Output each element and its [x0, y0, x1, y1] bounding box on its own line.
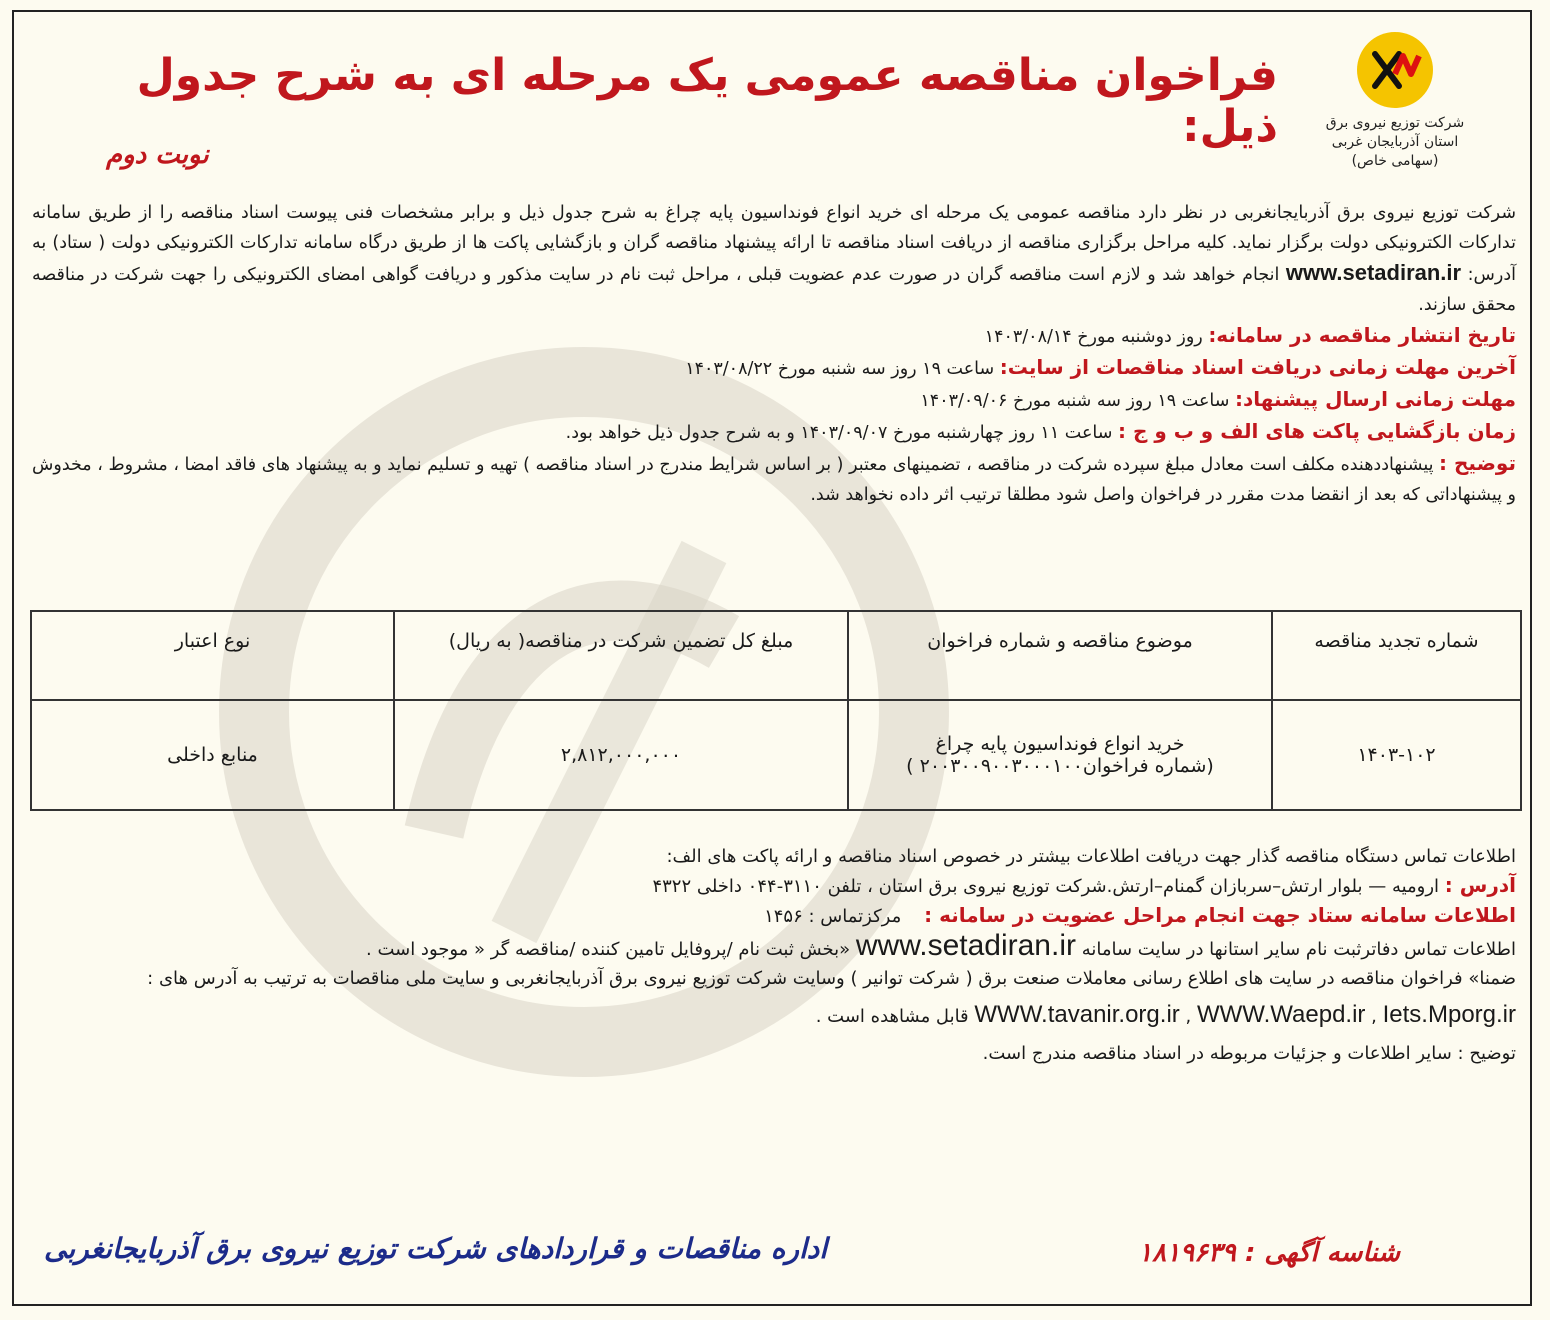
- intro-part-1: شرکت توزیع نیروی برق آذربایجانغربی در نظر دارد مناقصه عمومی یک مرحله ای خرید انواع فونداسیون پایه چراغ به شرح جدول ذیل و برابر مشخصات فنی پیوست اسناد مناقصه را از طریق سامانه تدارکات الکترونیکی دولت برگزار نماید. کلیه مراحل برگزاری مناقصه از دریافت اسناد مناقصه تا ارائه پیشنهاد مناقصه گران و بازگشایی پاکت ها از طریق درگاه سامانه تدارکات الکترونیکی دولت ( ستاد) به آدرس:: [32, 203, 1516, 285]
- docs-deadline-line: [32, 352, 1516, 384]
- notice-body: [32, 198, 1516, 510]
- company-logo-icon: [1355, 30, 1435, 110]
- url-mporg[interactable]: Iets.Mporg.ir: [1382, 1001, 1516, 1028]
- cell-amount: ۲,۸۱۲,۰۰۰,۰۰۰: [394, 700, 848, 810]
- setad-call-center: مرکزتماس : ۱۴۵۶: [764, 906, 902, 927]
- docs-deadline-value: ساعت ۱۹ روز سه شنبه مورخ ۱۴۰۳/۰۸/۲۲: [685, 359, 995, 379]
- company-line-1: شرکت توزیع نیروی برق: [1325, 115, 1465, 131]
- note-label: توضیح :: [1439, 451, 1516, 475]
- offices-url[interactable]: www.setadiran.ir: [855, 929, 1076, 962]
- url-separator-2: ,: [1371, 1006, 1377, 1027]
- offices-paragraph: [32, 931, 1516, 964]
- tender-notice: [12, 10, 1532, 1306]
- notice-title: فراخوان مناقصه عمومی یک مرحله ای به شرح جدول ذیل:: [136, 50, 1278, 152]
- company-logo-block: [1300, 30, 1490, 171]
- header-number: شماره تجدید مناقصه: [1272, 611, 1521, 700]
- publish-date-line: [32, 320, 1516, 352]
- company-line-2: استان آذربایجان غربی: [1331, 134, 1459, 150]
- docs-deadline-label: آخرین مهلت زمانی دریافت اسناد مناقصات از سایت:: [999, 355, 1516, 379]
- subject-line-1: خرید انواع فونداسیون پایه چراغ: [935, 733, 1185, 755]
- publish-date-value: روز دوشنبه مورخ ۱۴۰۳/۰۸/۱۴: [984, 327, 1203, 347]
- department-signature: اداره مناقصات و قراردادهای شرکت توزیع نیروی برق آذربایجانغربی: [44, 1232, 828, 1265]
- setad-info-label: اطلاعات سامانه ستاد جهت انجام مراحل عضویت در سامانه :: [924, 903, 1516, 927]
- table-row: [31, 700, 1521, 810]
- round-label: نوبت دوم: [106, 140, 209, 170]
- company-name: [1300, 114, 1490, 171]
- contact-intro: اطلاعات تماس دستگاه مناقصه گذار جهت دریافت اطلاعات بیشتر در خصوص اسناد مناقصه و ارائه پاکت های الف:: [666, 846, 1516, 867]
- header-amount: مبلغ کل تضمین شرکت در مناقصه( به ریال): [394, 611, 848, 700]
- publish-date-label: تاریخ انتشار مناقصه در سامانه:: [1208, 323, 1516, 347]
- urls-line: [32, 993, 1516, 1039]
- address-line: [32, 871, 1516, 901]
- opening-time-line: [32, 416, 1516, 448]
- url-tavanir[interactable]: WWW.tavanir.org.ir: [974, 1001, 1180, 1028]
- final-note: توضیح : سایر اطلاعات و جزئیات مربوطه در اسناد مناقصه مندرج است.: [982, 1043, 1516, 1064]
- also-paragraph: ضمنا» فراخوان مناقصه در سایت های اطلاع رسانی معاملات صنعت برق ( شرکت توانیر ) وسایت شرکت توزیع نیروی برق آذربایجانغربی و سایت ملی مناقصات به ترتیب به آدرس های :: [147, 968, 1516, 989]
- note-text: پیشنهاددهنده مکلف است معادل مبلغ سپرده شرکت در مناقصه ، تضمینهای معتبر ( بر اساس شرایط مندرج در اسناد مناقصه ) تهیه و تسلیم نماید و به پیشنهاد های فاقد امضا ، مشروط ، مخدوش و پیشنهاداتی که بعد از انقضا مدت مقرر در فراخوان واصل شود مطلقا ترتیب اثر داده نخواهد شد.: [32, 455, 1516, 505]
- url-waepd[interactable]: WWW.Waepd.ir: [1196, 1001, 1366, 1028]
- table-header-row: [31, 611, 1521, 700]
- offer-deadline-label: مهلت زمانی ارسال پیشنهاد:: [1234, 387, 1516, 411]
- opening-time-value: ساعت ۱۱ روز چهارشنبه مورخ ۱۴۰۳/۰۹/۰۷ و به شرح جدول ذیل خواهد بود.: [565, 423, 1113, 443]
- cell-number: ۱۴۰۳-۱۰۲: [1272, 700, 1521, 810]
- company-line-3: (سهامی خاص): [1351, 153, 1439, 169]
- header-credit: نوع اعتبار: [31, 611, 394, 700]
- intro-paragraph: [32, 198, 1516, 320]
- ad-id: شناسه آگهی : ۱۸۱۹۶۳۹: [1138, 1238, 1400, 1268]
- intro-part-2: انجام خواهد شد و لازم است مناقصه گران در صورت عدم عضویت قبلی ، مراحل ثبت نام در سایت مذکور و دریافت گواهی امضای الکترونیکی را جهت شرکت در مناقصه محقق سازند.: [32, 265, 1516, 315]
- cell-credit: منابع داخلی: [31, 700, 394, 810]
- cell-subject: [848, 700, 1272, 810]
- address-label: آدرس :: [1444, 873, 1516, 897]
- offer-deadline-line: [32, 384, 1516, 416]
- offices-part-1: اطلاعات تماس دفاترثبت نام سایر استانها در سایت سامانه: [1081, 939, 1516, 960]
- opening-time-label: زمان بازگشایی پاکت های الف و ب و ج :: [1118, 419, 1516, 443]
- tender-table: [30, 610, 1522, 811]
- offices-part-2: «بخش ثبت نام /پروفایل تامین کننده /مناقصه گر « موجود است .: [366, 939, 851, 960]
- header-subject: موضوع مناقصه و شماره فراخوان: [848, 611, 1272, 700]
- contact-section: [32, 842, 1516, 1068]
- address-value: ارومیه — بلوار ارتش–سربازان گمنام–ارتش.شرکت توزیع نیروی برق استان ، تلفن ۳۱۱۰-۰۴۴ داخلی ۴۳۲۲: [652, 876, 1440, 897]
- visible-text: قابل مشاهده است .: [815, 1006, 969, 1027]
- setad-info-line: [32, 901, 1516, 931]
- note-paragraph: [32, 448, 1516, 510]
- url-separator-1: ,: [1185, 1006, 1192, 1027]
- offer-deadline-value: ساعت ۱۹ روز سه شنبه مورخ ۱۴۰۳/۰۹/۰۶: [920, 391, 1230, 411]
- subject-line-2: (شماره فراخوان۲۰۰۳۰۰۹۰۰۳۰۰۰۱۰۰ ): [906, 755, 1214, 777]
- setad-url[interactable]: www.setadiran.ir: [1285, 260, 1462, 285]
